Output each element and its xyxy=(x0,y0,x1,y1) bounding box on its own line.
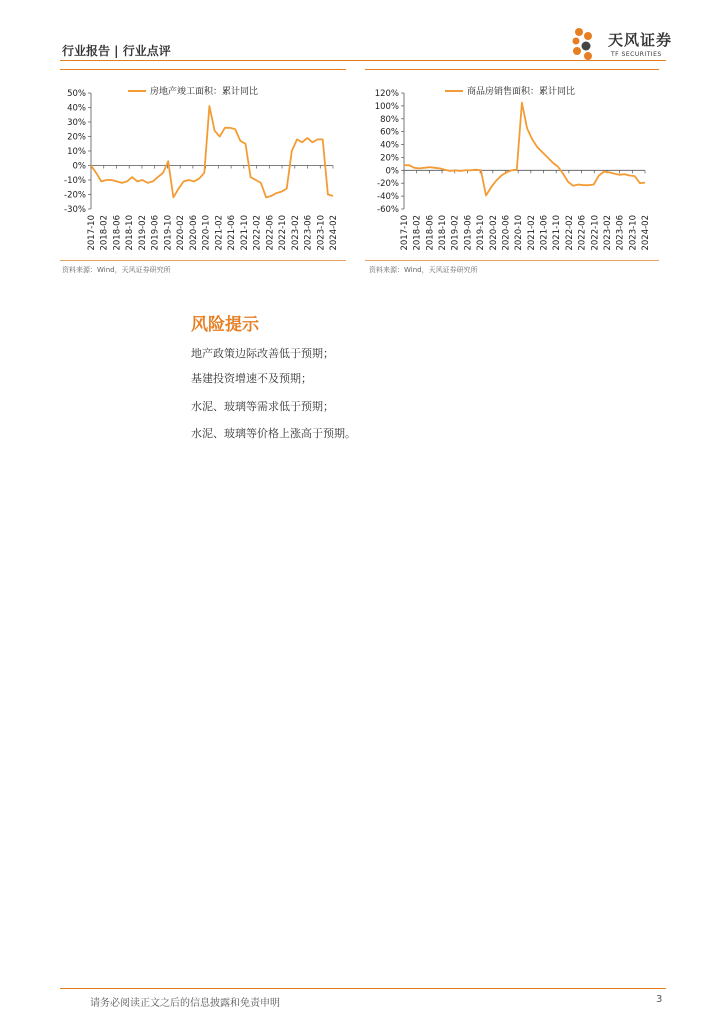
y-tick-label: -10% xyxy=(64,176,86,186)
logo-text-cn: 天风证券 xyxy=(608,31,673,49)
x-tick-label: 2023-02 xyxy=(602,215,613,251)
x-tick-label: 2021-06 xyxy=(539,215,550,251)
x-tick-label: 2023-06 xyxy=(615,215,626,251)
legend-label: 商品房销售面积：累计同比 xyxy=(467,87,576,97)
x-tick-label: 2020-06 xyxy=(501,215,512,251)
x-tick-label: 2022-02 xyxy=(252,215,263,251)
report-category: 行业报告 | 行业点评 xyxy=(62,44,171,58)
y-tick-label: 40% xyxy=(380,140,399,151)
x-tick-label: 2019-10 xyxy=(163,215,174,251)
x-tick-label: 2022-10 xyxy=(278,214,289,251)
x-tick-label: 2021-10 xyxy=(552,215,563,251)
x-tick-label: 2021-06 xyxy=(227,215,238,251)
x-tick-label: 2020-10 xyxy=(201,215,212,251)
right-chart-top-rule xyxy=(365,69,659,70)
completion-area-chart xyxy=(58,72,348,258)
x-tick-label: 2019-02 xyxy=(137,215,148,251)
y-tick-label: 100% xyxy=(374,101,399,112)
x-tick-label: 2017-10 xyxy=(400,215,410,251)
x-tick-label: 2019-02 xyxy=(450,215,461,251)
x-tick-label: 2023-06 xyxy=(303,214,314,251)
series-line xyxy=(404,103,645,196)
x-tick-label: 2024-02 xyxy=(641,215,651,251)
y-tick-label: -20% xyxy=(377,179,399,190)
x-tick-label: 2023-02 xyxy=(290,215,301,251)
series-line xyxy=(91,106,333,197)
x-tick-label: 2018-02 xyxy=(412,215,423,251)
x-tick-label: 2020-10 xyxy=(514,215,525,251)
x-tick-label: 2023-10 xyxy=(628,215,639,251)
x-tick-label: 2022-10 xyxy=(590,215,601,251)
header-rule xyxy=(60,60,666,61)
x-tick-label: 2019-10 xyxy=(476,215,487,251)
y-tick-label: 10% xyxy=(67,147,86,157)
x-tick-label: 2018-06 xyxy=(425,215,436,251)
y-tick-label: 30% xyxy=(67,118,86,128)
logo-text-en: TF SECURITIES xyxy=(611,51,662,58)
legend-label: 房地产竣工面积：累计同比 xyxy=(150,87,259,97)
x-tick-label: 2018-10 xyxy=(125,215,136,251)
x-tick-label: 2021-10 xyxy=(239,215,250,251)
x-tick-label: 2023-10 xyxy=(316,215,327,251)
y-tick-label: -30% xyxy=(64,205,86,215)
x-tick-label: 2018-06 xyxy=(112,215,123,251)
y-tick-label: 20% xyxy=(380,153,399,164)
x-tick-label: 2020-02 xyxy=(176,215,187,251)
risk-item: 水泥、玻璃等价格上涨高于预期。 xyxy=(191,427,356,440)
footer-rule xyxy=(60,988,666,989)
disclaimer-notice: 请务必阅读正文之后的信息披露和免责申明 xyxy=(90,998,280,1009)
y-tick-label: 50% xyxy=(67,89,86,99)
y-tick-label: 80% xyxy=(380,114,399,125)
x-tick-label: 2019-06 xyxy=(150,215,161,251)
x-tick-label: 2022-02 xyxy=(564,215,575,251)
x-tick-label: 2020-02 xyxy=(488,215,499,251)
x-tick-label: 2019-06 xyxy=(463,215,474,251)
page-number: 3 xyxy=(656,994,663,1005)
y-tick-label: -40% xyxy=(377,192,399,203)
y-tick-label: 0% xyxy=(72,161,86,172)
x-tick-label: 2017-10 xyxy=(87,215,97,251)
y-tick-label: 60% xyxy=(380,127,399,138)
y-tick-label: 20% xyxy=(67,132,86,143)
left-chart-source: 资料来源：Wind，天风证券研究所 xyxy=(62,266,171,274)
x-tick-label: 2020-06 xyxy=(188,215,199,251)
risk-item: 基建投资增速不及预期； xyxy=(191,372,312,385)
y-tick-label: -20% xyxy=(64,190,86,201)
x-tick-label: 2018-02 xyxy=(99,215,110,251)
y-tick-label: 40% xyxy=(67,103,86,114)
x-tick-label: 2018-10 xyxy=(438,215,449,251)
right-chart-source: 资料来源：Wind，天风证券研究所 xyxy=(369,266,478,274)
left-chart-bottom-rule xyxy=(60,260,346,261)
x-tick-label: 2021-02 xyxy=(214,215,225,251)
x-tick-label: 2024-02 xyxy=(329,215,339,251)
y-tick-label: -60% xyxy=(377,205,399,215)
y-tick-label: 0% xyxy=(385,166,399,177)
risk-item: 水泥、玻璃等需求低于预期； xyxy=(191,400,334,413)
risk-section-title: 风险提示 xyxy=(191,315,259,335)
right-chart-bottom-rule xyxy=(365,260,659,261)
x-tick-label: 2022-06 xyxy=(577,215,588,251)
sales-area-chart xyxy=(363,72,661,258)
x-tick-label: 2022-06 xyxy=(265,215,276,251)
risk-item: 地产政策边际改善低于预期； xyxy=(191,347,334,360)
x-tick-label: 2021-02 xyxy=(526,215,537,251)
y-tick-label: 120% xyxy=(374,89,399,99)
left-chart-top-rule xyxy=(60,69,346,70)
